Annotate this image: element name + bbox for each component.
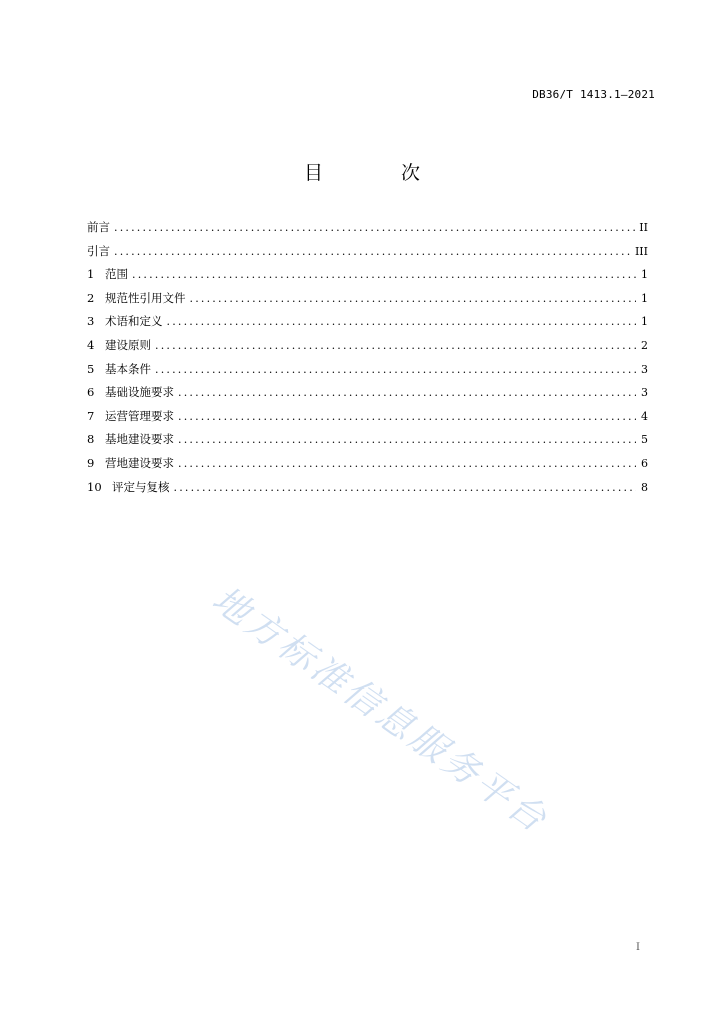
toc-entry-number: 8: [87, 432, 95, 447]
toc-entry-infrastructure[interactable]: [87, 384, 648, 408]
toc-entry-label: 前言: [87, 220, 110, 234]
toc-entry-number: 1: [87, 267, 95, 282]
watermark-text: 地方标准信息服务平台: [204, 578, 556, 842]
toc-entry-page: 5: [641, 433, 648, 447]
toc-entry-introduction[interactable]: [87, 243, 648, 267]
page-number: I: [636, 942, 640, 953]
toc-entry-page: 3: [641, 386, 648, 400]
toc-entry-page: II: [639, 221, 648, 234]
toc-entry-foreword[interactable]: [87, 219, 648, 243]
toc-entry-label: 基础设施要求: [105, 385, 174, 400]
toc-entry-label: 营地建设要求: [105, 455, 174, 470]
toc-entry-number: 2: [87, 290, 95, 305]
toc-entry-label: 运营管理要求: [105, 408, 174, 423]
toc-entry-page: 4: [641, 409, 648, 423]
toc-leader-dots: [174, 481, 637, 494]
toc-entry-page: III: [634, 244, 648, 258]
toc-leader-dots: [190, 292, 637, 305]
toc-leader-dots: [132, 268, 636, 281]
table-of-contents: [87, 219, 648, 502]
toc-entry-label: 规范性引用文件: [105, 290, 186, 305]
toc-entry-construction-principles[interactable]: [87, 337, 648, 361]
toc-leader-dots: [155, 339, 636, 352]
toc-entry-number: 9: [87, 455, 95, 470]
toc-leader-dots: [178, 386, 636, 399]
page-title: 目 次: [303, 162, 457, 184]
toc-leader-dots: [178, 457, 636, 470]
toc-leader-dots: [114, 221, 635, 234]
toc-entry-number: 4: [87, 337, 95, 352]
toc-entry-page: 2: [641, 338, 648, 352]
toc-entry-operation-management[interactable]: [87, 408, 648, 432]
document-code: DB36/T 1413.1—2021: [532, 88, 655, 101]
toc-entry-label: 建设原则: [105, 337, 151, 352]
toc-entry-number: 3: [87, 314, 95, 329]
toc-entry-label: 范围: [105, 267, 128, 282]
toc-entry-camp-construction[interactable]: [87, 455, 648, 479]
toc-leader-dots: [178, 433, 636, 446]
toc-leader-dots: [114, 245, 631, 258]
toc-entry-page: 8: [641, 480, 648, 494]
toc-leader-dots: [167, 315, 637, 328]
toc-entry-label: 基地建设要求: [105, 432, 174, 447]
toc-entry-number: 6: [87, 385, 95, 400]
toc-entry-label: 术语和定义: [105, 314, 163, 329]
toc-entry-number: 5: [87, 361, 95, 376]
toc-entry-terms-definitions[interactable]: [87, 313, 648, 337]
toc-entry-normative-references[interactable]: [87, 290, 648, 314]
toc-entry-page: 1: [641, 315, 648, 329]
toc-entry-label: 评定与复核: [112, 479, 170, 494]
toc-entry-page: 6: [641, 456, 648, 470]
toc-entry-label: 基本条件: [105, 361, 151, 376]
toc-entry-label: 引言: [87, 243, 110, 258]
toc-entry-number: 7: [87, 408, 95, 423]
toc-entry-page: 1: [641, 268, 648, 282]
toc-entry-assessment-review[interactable]: [87, 479, 648, 503]
toc-entry-page: 1: [641, 291, 648, 305]
toc-leader-dots: [178, 410, 636, 423]
toc-entry-number: 10: [87, 479, 102, 494]
toc-entry-scope[interactable]: [87, 266, 648, 290]
toc-entry-basic-conditions[interactable]: [87, 361, 648, 385]
toc-leader-dots: [155, 363, 636, 376]
toc-entry-page: 3: [641, 362, 648, 376]
toc-entry-base-construction[interactable]: [87, 431, 648, 455]
